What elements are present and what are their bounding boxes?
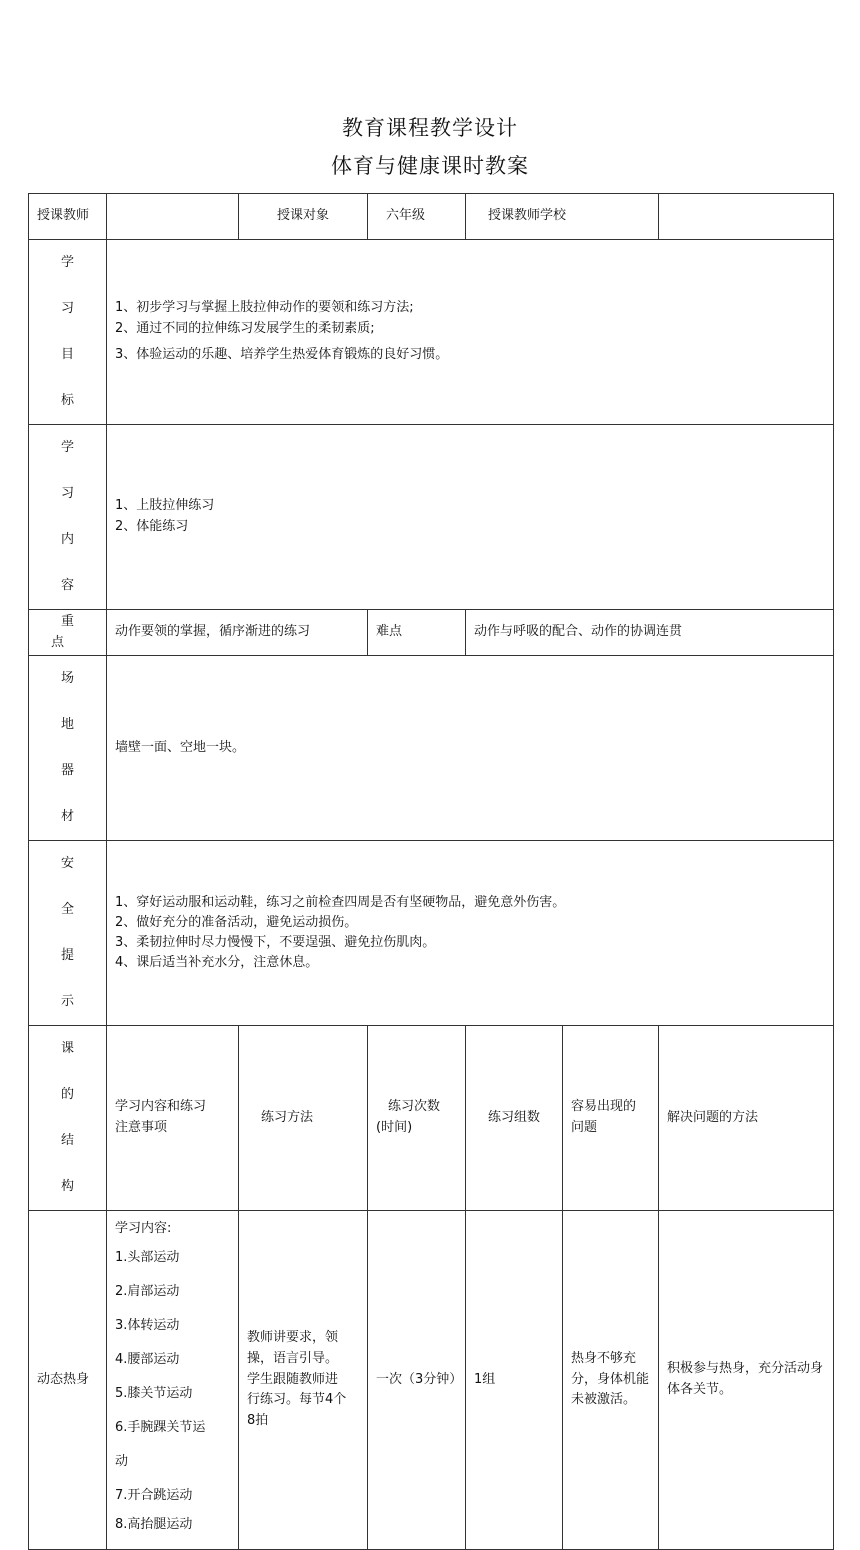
warmup-problem: 热身不够充分，身体机能未被激活。	[563, 1211, 659, 1550]
structure-header-row	[29, 1026, 834, 1211]
safety-list	[107, 841, 834, 1026]
list-item: 2.肩部运动	[115, 1284, 180, 1299]
goals-list	[107, 240, 834, 425]
document-subtitle: 体育与健康课时教案	[331, 154, 529, 178]
safety-item: 3、柔韧拉伸时尽力慢慢下，不要逞强、避免拉伤肌肉。	[115, 935, 436, 950]
key-value: 动作要领的掌握，循序渐进的练习	[107, 610, 368, 656]
safety-item: 2、做好充分的准备活动，避免运动损伤。	[115, 914, 358, 930]
list-item: 8.高抬腿运动	[115, 1517, 193, 1532]
goals-row	[29, 240, 834, 425]
list-item: 5.膝关节运动	[115, 1386, 193, 1401]
goal-item: 3、体验运动的乐趣、培养学生热爱体育锻炼的良好习惯。	[115, 347, 449, 363]
safety-label: 安 全 提 示	[29, 841, 107, 1026]
column-solution-header: 解决问题的方法	[659, 1026, 834, 1211]
content-list	[107, 425, 834, 610]
venue-label: 场 地 器 材	[29, 656, 107, 841]
target-value: 六年级	[368, 194, 466, 240]
column-content-header: 学习内容和练习 注意事项	[107, 1026, 239, 1211]
goal-item: 2、通过不同的拉伸练习发展学生的柔韧素质;	[115, 320, 375, 336]
list-item: 3.体转运动	[115, 1318, 180, 1333]
warmup-section-label: 动态热身	[29, 1211, 107, 1550]
safety-item: 1、穿好运动服和运动鞋，练习之前检查四周是否有坚硬物品，避免意外伤害。	[115, 894, 566, 910]
warmup-solution: 积极参与热身，充分活动身体各关节。	[659, 1211, 834, 1550]
safety-item: 4、课后适当补充水分，注意休息。	[115, 955, 319, 971]
goals-label: 学 习 目 标	[29, 240, 107, 425]
difficulty-value: 动作与呼吸的配合、动作的协调连贯	[466, 610, 834, 656]
structure-label: 课 的 结 构	[29, 1026, 107, 1211]
warmup-groups: 1组	[466, 1211, 563, 1550]
target-label: 授课对象	[239, 194, 368, 240]
warmup-content	[107, 1211, 239, 1550]
venue-value: 墙壁一面、空地一块。	[107, 656, 834, 841]
list-item: 4.腰部运动	[115, 1352, 180, 1367]
warmup-row	[29, 1211, 834, 1550]
school-label: 授课教师学校	[466, 194, 659, 240]
teacher-value	[107, 194, 239, 240]
warmup-count: 一次（3分钟）	[368, 1211, 466, 1550]
difficulty-label: 难点	[368, 610, 466, 656]
content-row	[29, 425, 834, 610]
content-item: 2、体能练习	[115, 519, 189, 534]
header-row	[29, 194, 834, 240]
column-groups-header: 练习组数	[466, 1026, 563, 1211]
goal-item: 1、初步学习与掌握上肢拉伸动作的要领和练习方法;	[115, 299, 414, 315]
school-value	[659, 194, 834, 240]
content-label: 学 习 内 容	[29, 425, 107, 610]
lesson-plan-table	[28, 193, 834, 1550]
list-item: 6.手腕踝关节运	[115, 1420, 206, 1435]
warmup-method: 教师讲要求，领操，语言引导。学生跟随教师进行练习。每节4个8拍	[239, 1211, 368, 1550]
safety-row	[29, 841, 834, 1026]
content-item: 1、上肢拉伸练习	[115, 498, 215, 514]
teacher-label: 授课教师	[29, 194, 107, 240]
key-row	[29, 610, 834, 656]
key-label: 重 点	[29, 610, 107, 656]
list-item: 7.开合跳运动	[115, 1488, 193, 1503]
document-title: 教育课程教学设计	[342, 116, 518, 140]
venue-row	[29, 656, 834, 841]
warmup-content-heading: 学习内容:	[115, 1221, 172, 1236]
column-problem-header: 容易出现的 问题	[563, 1026, 659, 1211]
list-item: 1.头部运动	[115, 1250, 180, 1265]
list-item: 动	[115, 1454, 129, 1469]
column-method-header: 练习方法	[239, 1026, 368, 1211]
column-count-header: 练习次数 (时间)	[368, 1026, 466, 1211]
